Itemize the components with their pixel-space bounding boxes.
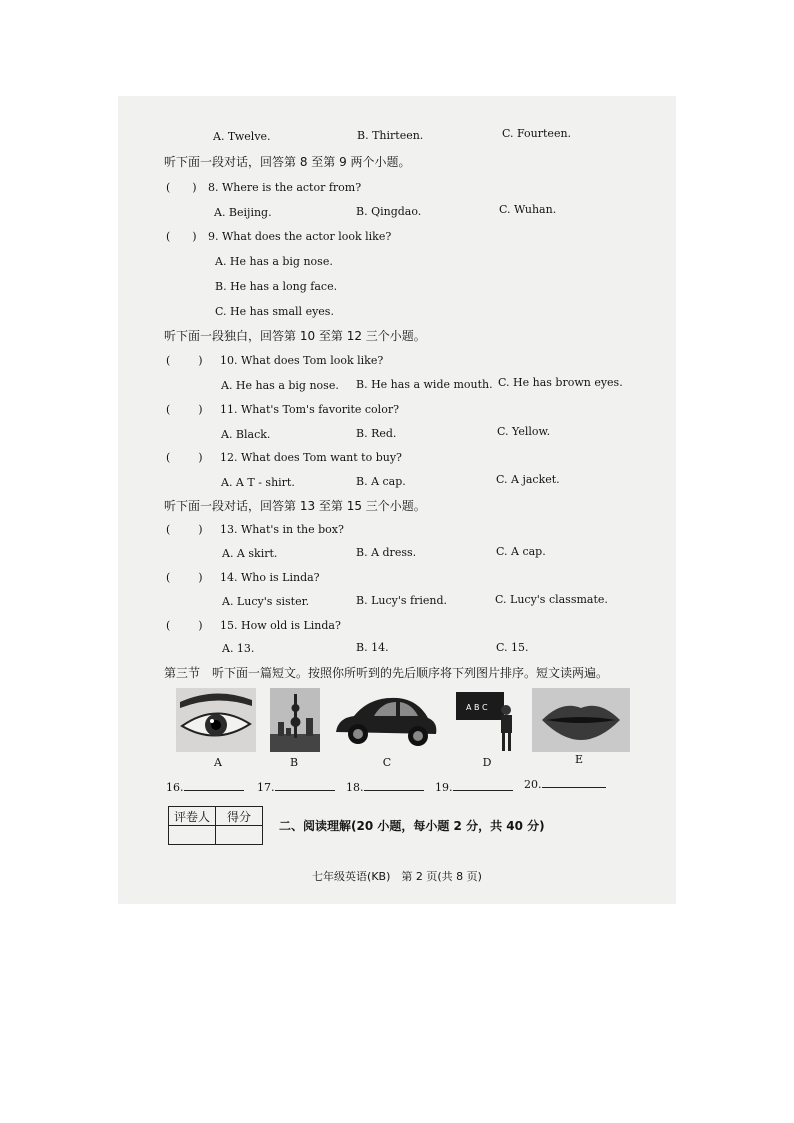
answer-18-field[interactable] bbox=[364, 780, 424, 791]
q9-option-b: B. He has a long face. bbox=[215, 280, 338, 293]
grader-header: 评卷人 bbox=[169, 807, 216, 826]
q9-option-a: A. He has a big nose. bbox=[215, 255, 333, 268]
answer-20-field[interactable] bbox=[542, 777, 606, 788]
q14-option-c: C. Lucy's classmate. bbox=[495, 593, 608, 606]
question-9-text: 9. What does the actor look like? bbox=[208, 230, 392, 243]
picture-label-d: D bbox=[482, 756, 492, 769]
q15-option-a: A. 13. bbox=[222, 642, 255, 655]
q13-option-c: C. A cap. bbox=[496, 545, 546, 558]
q13-option-b: B. A dress. bbox=[356, 546, 417, 559]
question-9: ( ) 9. What does the actor look like? bbox=[166, 230, 392, 243]
question-12: ( ) 12. What does Tom want to buy? bbox=[166, 451, 402, 464]
score-header: 得分 bbox=[216, 807, 263, 826]
page-footer: 七年级英语(KB) 第 2 页(共 8 页) bbox=[312, 870, 482, 883]
q8-option-a: A. Beijing. bbox=[214, 206, 272, 219]
answer-16-field[interactable] bbox=[184, 780, 244, 791]
answer-20: 20. bbox=[524, 777, 606, 792]
q10-option-c: C. He has brown eyes. bbox=[498, 376, 623, 389]
question-11: ( ) 11. What's Tom's favorite color? bbox=[166, 403, 399, 416]
section-instruction-13-15: 听下面一段对话，回答第 13 至第 15 三个小题。 bbox=[164, 499, 426, 513]
city-skyline-photo-icon bbox=[270, 688, 320, 752]
q10-option-a: A. He has a big nose. bbox=[221, 379, 339, 392]
score-table bbox=[168, 806, 263, 845]
answer-19: 19. bbox=[435, 780, 513, 795]
section-instruction-10-12: 听下面一段独白，回答第 10 至第 12 三个小题。 bbox=[164, 329, 426, 343]
picture-label-a: A bbox=[214, 756, 222, 769]
car-photo-icon bbox=[332, 688, 440, 752]
picture-label-e: E bbox=[574, 753, 584, 766]
question-13-text: 13. What's in the box? bbox=[220, 523, 344, 536]
section-2-title: 二、阅读理解(20 小题，每小题 2 分，共 40 分) bbox=[279, 819, 545, 833]
grader-cell[interactable] bbox=[169, 826, 216, 845]
q11-option-b: B. Red. bbox=[356, 427, 397, 440]
answer-16: 16. bbox=[166, 780, 244, 795]
question-13: ( ) 13. What's in the box? bbox=[166, 523, 344, 536]
q10-option-b: B. He has a wide mouth. bbox=[356, 378, 493, 391]
q7-option-b: B. Thirteen. bbox=[357, 129, 424, 142]
question-14-text: 14. Who is Linda? bbox=[220, 571, 320, 584]
q11-option-a: A. Black. bbox=[221, 428, 271, 441]
question-12-text: 12. What does Tom want to buy? bbox=[220, 451, 402, 464]
eye-photo-icon bbox=[176, 688, 256, 752]
q14-option-a: A. Lucy's sister. bbox=[222, 595, 310, 608]
picture-label-b: B bbox=[289, 756, 299, 769]
picture-label-c: C bbox=[382, 756, 392, 769]
question-14: ( ) 14. Who is Linda? bbox=[166, 571, 320, 584]
q11-option-c: C. Yellow. bbox=[497, 425, 551, 438]
question-8: ( ) 8. Where is the actor from? bbox=[166, 181, 362, 194]
q7-option-a: A. Twelve. bbox=[213, 130, 271, 143]
question-11-text: 11. What's Tom's favorite color? bbox=[220, 403, 399, 416]
q12-option-c: C. A jacket. bbox=[496, 473, 560, 486]
q8-option-c: C. Wuhan. bbox=[499, 203, 557, 216]
q14-option-b: B. Lucy's friend. bbox=[356, 594, 447, 607]
teacher-blackboard-photo-icon bbox=[456, 688, 516, 752]
question-10: ( ) 10. What does Tom look like? bbox=[166, 354, 384, 367]
score-cell[interactable] bbox=[216, 826, 263, 845]
q8-option-b: B. Qingdao. bbox=[356, 205, 422, 218]
section-instruction-8-9: 听下面一段对话，回答第 8 至第 9 两个小题。 bbox=[164, 155, 411, 169]
question-10-text: 10. What does Tom look like? bbox=[220, 354, 384, 367]
lips-photo-icon bbox=[532, 688, 630, 752]
question-15: ( ) 15. How old is Linda? bbox=[166, 619, 341, 632]
q12-option-b: B. A cap. bbox=[356, 475, 406, 488]
q15-option-b: B. 14. bbox=[356, 641, 389, 654]
answer-19-field[interactable] bbox=[453, 780, 513, 791]
q7-option-c: C. Fourteen. bbox=[502, 127, 572, 140]
answer-17: 17. bbox=[257, 780, 335, 795]
question-15-text: 15. How old is Linda? bbox=[220, 619, 341, 632]
q15-option-c: C. 15. bbox=[496, 641, 529, 654]
blackboard-text: A B C bbox=[466, 703, 488, 712]
part3-heading: 第三节 听下面一篇短文。按照你所听到的先后顺序将下列图片排序。短文读两遍。 bbox=[164, 666, 609, 680]
q13-option-a: A. A skirt. bbox=[222, 547, 278, 560]
question-8-text: 8. Where is the actor from? bbox=[208, 181, 362, 194]
answer-17-field[interactable] bbox=[275, 780, 335, 791]
q12-option-a: A. A T - shirt. bbox=[221, 476, 295, 489]
answer-18: 18. bbox=[346, 780, 424, 795]
q9-option-c: C. He has small eyes. bbox=[215, 305, 334, 318]
